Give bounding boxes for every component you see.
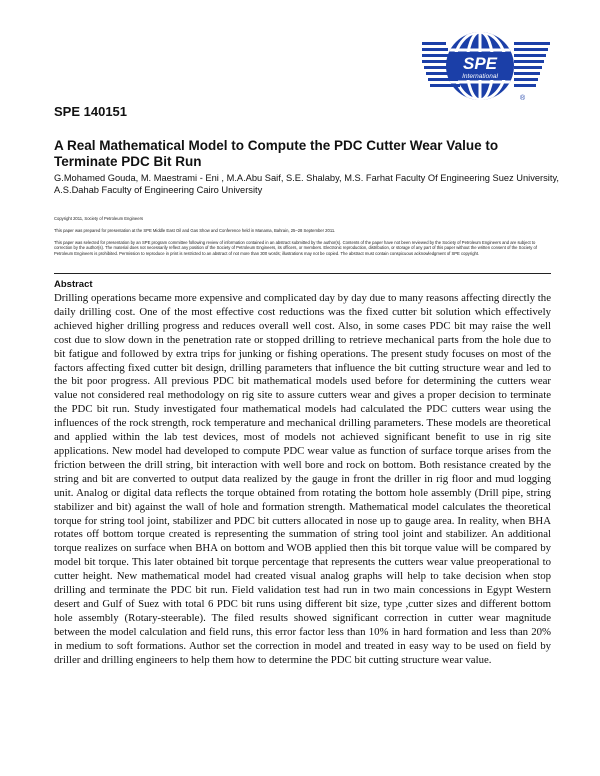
section-divider bbox=[54, 273, 551, 274]
conference-note: This paper was prepared for presentation at the SPE Middle East Oil and Gas Show and Conference held in Manama, Bahrain, 25–28 September 2011. bbox=[54, 228, 336, 233]
paper-title: A Real Mathematical Model to Compute the PDC Cutter Wear Value to Terminate PDC Bit Run bbox=[54, 138, 499, 169]
copyright-notice: Copyright 2011, Society of Petroleum Engineers bbox=[54, 216, 144, 221]
spe-globe-logo-graphic bbox=[422, 32, 552, 102]
registered-mark: ® bbox=[520, 95, 526, 102]
logo-spe-text: SPE bbox=[462, 54, 498, 73]
author-list: G.Mohamed Gouda, M. Maestrami - Eni , M.A.Abu Saif, S.E. Shalaby, M.S. Farhat Faculty Of Engineering Suez University, A.S.Dahab Faculty of Engineering Cairo University bbox=[54, 173, 559, 195]
logo-international-text: International bbox=[462, 73, 498, 80]
spe-international-logo bbox=[422, 32, 552, 102]
abstract-body: Drilling operations became more expensive and complicated day by day due to many reasons affecting directly the daily drilling cost. One of the most effective cost reductions was the fixed cutter bit solution which effectively achieved higher drilling progress and reduces overall well cost. Also, in some cases PDC bit may raise the well cost due to slow down in the penetration rate or stopped drilling to retrieve mechanical parts from the hole due to bit fatigue and followed by extra trips for junking or fishing operations. The present study focuses on most of the factors affecting fixed cutter bit design, drilling parameters that influence the bit cutting structure wear and led to the bit poor progress. All previous PDC bit mathematical models used before for determining the cutters wear value not considered real methodology on rig site to assure cutters wear and gives a proper decision to terminate the PDC bit run. Study investigated four mathematical models had calculated the PDC cutters wear using the influences of the rock strength, rock temperature and mechanical drilling parameters. These models are theoretical and applied within the lab test devices, most of models not achieved significant benefit to use in rig site applications. New model had developed to compute PDC wear value as function of surface torque arises from the friction between the drill string, bit interaction with well bore and rock on bottom. Both resistance created by the string and bit are converted to output data realized by the gauge in front the driller in rig floor and mud logging unit. Analog or digital data reflects the torque obtained from rotating the bottom hole assembly (Drill pipe, string stabilizer and bit) against the wall of hole and formation strength. Mathematical model calculates the theoretical torque for string tool joint, stabilizer and PDC bit cutters allocated in nose up to gauge area. In reality, when BHA rotates off bottom torque created is representing the summation of string tool joint and stabilizer. An additional torque realizes on surface when BHA on bottom and WOB applied then this bit torque value will be compared by model bit torque. This later obtained bit torque percentage that represents the cutters wear value preoperational to cutter height. New mathematical model had created visual analog graphs will help to take decision when stop drilling and terminate the PDC bit run. Field validation test had run in two main concessions in Egypt Western desert and Gulf of Suez with total 6 PDC bit runs using different bit size, type ,cutter sizes and different bottom hole assembly (Rotary-steerable). The filed results showed significant correction in cutter wear magnitude between the model calculation and field runs, this error factor less than 10% in hard formation and less than 20% in medium to soft formations. Author set the correction in model and treated in easy way to be used on field by driller and drilling engineers to help them how to determine the PDC bit cutting structure wear value. bbox=[54, 292, 551, 666]
abstract-heading: Abstract bbox=[54, 279, 93, 290]
paper-id: SPE 140151 bbox=[54, 104, 128, 119]
selection-disclaimer: This paper was selected for presentation by an SPE program committee following review of information contained in an abstract submitted by the author(s). Contents of the paper have not been reviewed by the Society of Petroleum Engineers and are subject to correction by the author(s). The material does not necessarily reflect any position of the Society of Petroleum Engineers, its officers, or members. Electronic reproduction, distribution, or storage of any part of this paper without the written consent of the Society of Petroleum Engineers is prohibited. Permission to reproduce in print is restricted to an abstract of not more than 300 words; illustrations may not be copied. The abstract must contain conspicuous acknowledgment of SPE copyright. bbox=[54, 240, 538, 256]
